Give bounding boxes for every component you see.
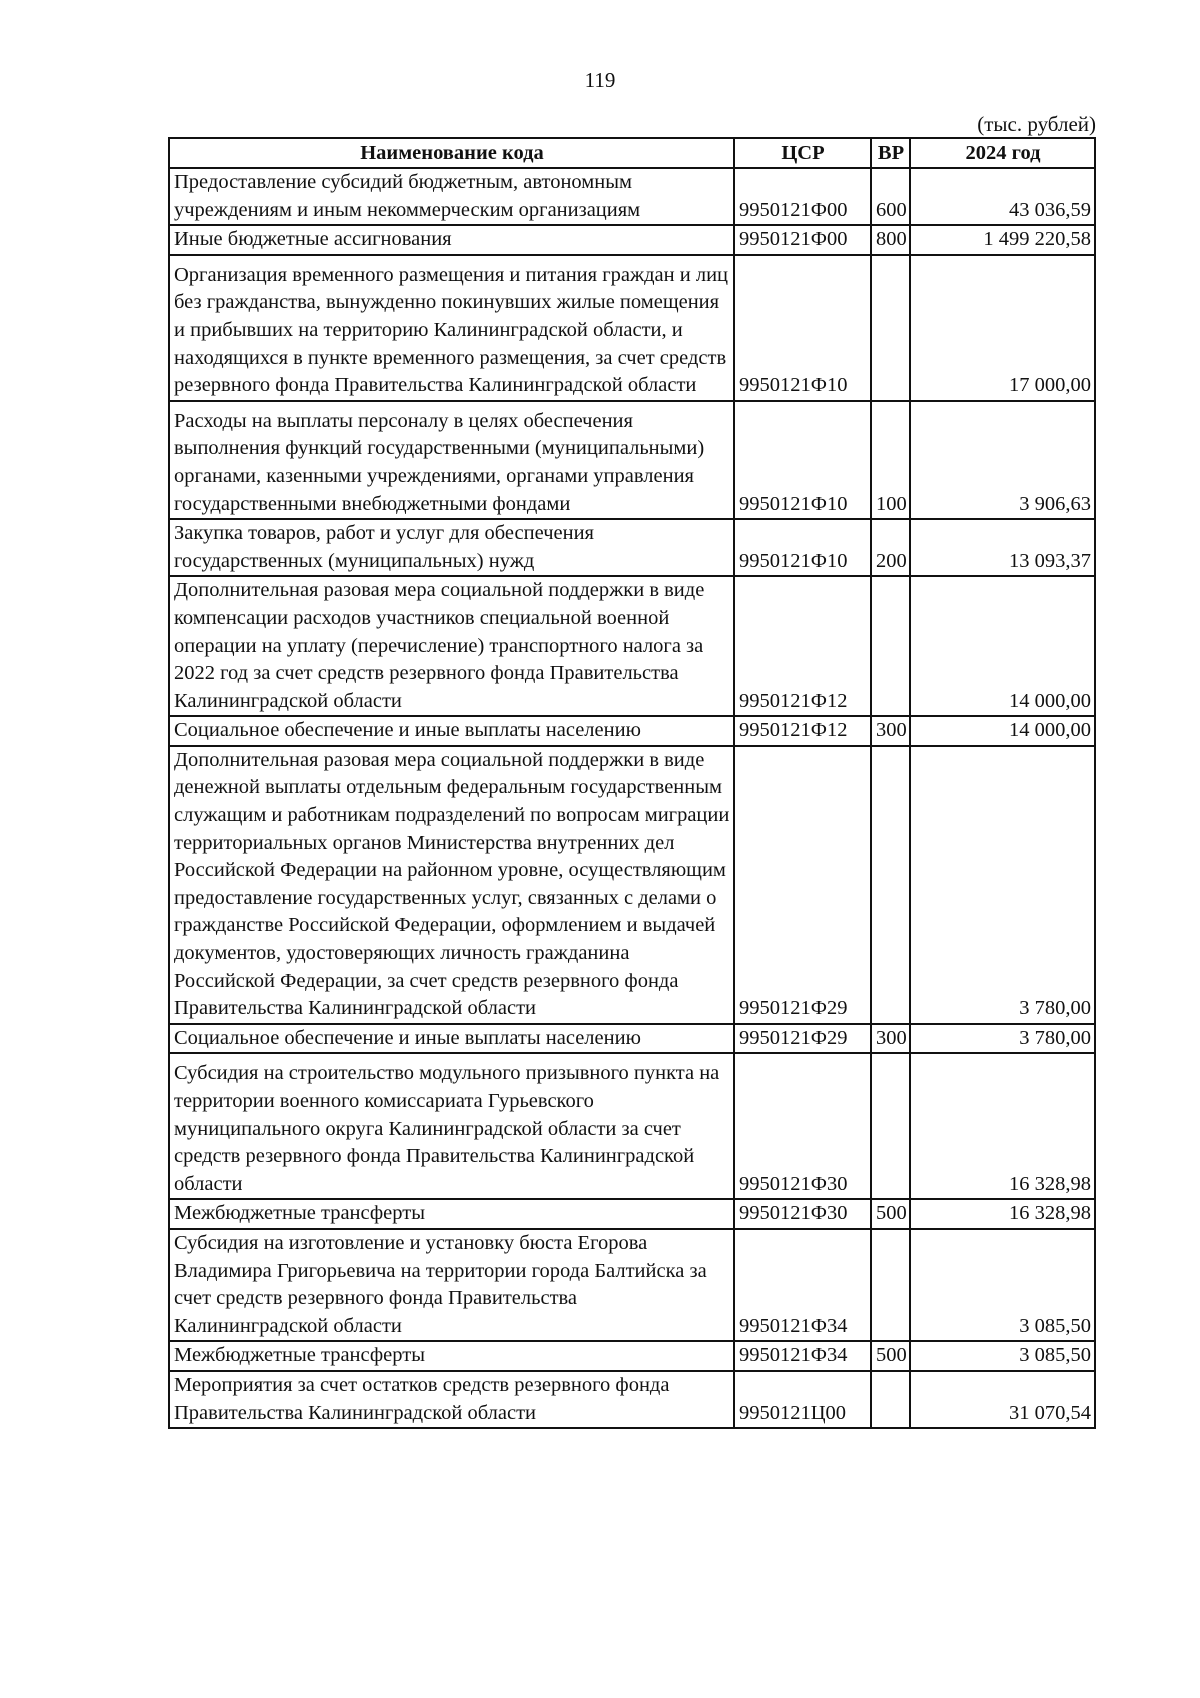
cell-name: Межбюджетные трансферты — [169, 1199, 734, 1229]
cell-vr: 500 — [871, 1199, 910, 1229]
cell-csr: 9950121Ф29 — [734, 1024, 871, 1054]
cell-sum: 3 085,50 — [910, 1229, 1095, 1341]
cell-vr — [871, 1053, 910, 1199]
cell-sum: 3 085,50 — [910, 1341, 1095, 1371]
cell-csr: 9950121Ф00 — [734, 225, 871, 255]
table-row — [169, 1341, 1095, 1371]
cell-vr — [871, 576, 910, 716]
cell-csr: 9950121Ц00 — [734, 1371, 871, 1428]
cell-vr: 800 — [871, 225, 910, 255]
cell-sum: 16 328,98 — [910, 1053, 1095, 1199]
cell-sum: 31 070,54 — [910, 1371, 1095, 1428]
cell-csr: 9950121Ф10 — [734, 519, 871, 576]
cell-name: Предоставление субсидий бюджетным, автономным учреждениям и иным некоммерческим организациям — [169, 168, 734, 225]
cell-sum: 13 093,37 — [910, 519, 1095, 576]
cell-name: Социальное обеспечение и иные выплаты населению — [169, 716, 734, 746]
header-row — [169, 138, 1095, 168]
table-row — [169, 168, 1095, 225]
cell-sum: 1 499 220,58 — [910, 225, 1095, 255]
table-row — [169, 255, 1095, 401]
cell-vr — [871, 255, 910, 401]
cell-csr: 9950121Ф30 — [734, 1199, 871, 1229]
header-csr: ЦСР — [734, 138, 871, 168]
table-row — [169, 1229, 1095, 1341]
table-row — [169, 1199, 1095, 1229]
cell-sum: 3 780,00 — [910, 746, 1095, 1024]
table-row — [169, 1371, 1095, 1428]
header-vr: ВР — [871, 138, 910, 168]
cell-name: Организация временного размещения и питания граждан и лиц без гражданства, вынужденно покинувших жилые помещения и прибывших на территорию Калининградской области, и находящихся в пункте временного размещения, за счет средств резервного фонда Правительства Калининградской области — [169, 255, 734, 401]
table-row — [169, 746, 1095, 1024]
cell-name: Дополнительная разовая мера социальной поддержки в виде компенсации расходов участников специальной военной операции на уплату (перечисление) транспортного налога за 2022 год за счет средств резервного фонда Правительства Калининградской области — [169, 576, 734, 716]
cell-csr: 9950121Ф30 — [734, 1053, 871, 1199]
cell-name: Закупка товаров, работ и услуг для обеспечения государственных (муниципальных) нужд — [169, 519, 734, 576]
cell-sum: 14 000,00 — [910, 716, 1095, 746]
cell-vr: 300 — [871, 1024, 910, 1054]
cell-name: Дополнительная разовая мера социальной поддержки в виде денежной выплаты отдельным федеральным государственным служащим и работникам подразделений по вопросам миграции территориальных органов Министерства внутренних дел Российской Федерации на районном уровне, осуществляющим предоставление государственных услуг, связанных с делами о гражданстве Российской Федерации, оформлением и выдачей документов, удостоверяющих личность гражданина Российской Федерации, за счет средств резервного фонда Правительства Калининградской области — [169, 746, 734, 1024]
cell-csr: 9950121Ф10 — [734, 401, 871, 519]
cell-name: Социальное обеспечение и иные выплаты населению — [169, 1024, 734, 1054]
cell-vr — [871, 746, 910, 1024]
cell-vr — [871, 1371, 910, 1428]
cell-name: Субсидия на строительство модульного призывного пункта на территории военного комиссариата Гурьевского муниципального округа Калининградской области за счет средств резервного фонда Правительства Калининградской области — [169, 1053, 734, 1199]
table-row — [169, 576, 1095, 716]
cell-vr — [871, 1229, 910, 1341]
cell-sum: 3 906,63 — [910, 401, 1095, 519]
cell-vr: 100 — [871, 401, 910, 519]
header-year: 2024 год — [910, 138, 1095, 168]
cell-name: Мероприятия за счет остатков средств резервного фонда Правительства Калининградской области — [169, 1371, 734, 1428]
cell-csr: 9950121Ф12 — [734, 716, 871, 746]
cell-vr: 600 — [871, 168, 910, 225]
header-name: Наименование кода — [169, 138, 734, 168]
cell-sum: 16 328,98 — [910, 1199, 1095, 1229]
cell-csr: 9950121Ф00 — [734, 168, 871, 225]
table-row — [169, 519, 1095, 576]
budget-table — [168, 137, 1096, 1429]
table-row — [169, 716, 1095, 746]
cell-sum: 17 000,00 — [910, 255, 1095, 401]
cell-csr: 9950121Ф29 — [734, 746, 871, 1024]
cell-csr: 9950121Ф10 — [734, 255, 871, 401]
cell-sum: 14 000,00 — [910, 576, 1095, 716]
cell-vr: 300 — [871, 716, 910, 746]
cell-csr: 9950121Ф34 — [734, 1229, 871, 1341]
cell-name: Иные бюджетные ассигнования — [169, 225, 734, 255]
units-label: (тыс. рублей) — [977, 112, 1096, 136]
table-row — [169, 401, 1095, 519]
table-row — [169, 1024, 1095, 1054]
page-number: 119 — [584, 68, 616, 92]
cell-name: Межбюджетные трансферты — [169, 1341, 734, 1371]
table-row — [169, 225, 1095, 255]
cell-sum: 43 036,59 — [910, 168, 1095, 225]
cell-csr: 9950121Ф12 — [734, 576, 871, 716]
cell-vr: 200 — [871, 519, 910, 576]
cell-sum: 3 780,00 — [910, 1024, 1095, 1054]
cell-vr: 500 — [871, 1341, 910, 1371]
cell-name: Расходы на выплаты персоналу в целях обеспечения выполнения функций государственными (муниципальными) органами, казенными учреждениями, органами управления государственными внебюджетными фондами — [169, 401, 734, 519]
cell-csr: 9950121Ф34 — [734, 1341, 871, 1371]
cell-name: Субсидия на изготовление и установку бюста Егорова Владимира Григорьевича на территории города Балтийска за счет средств резервного фонда Правительства Калининградской области — [169, 1229, 734, 1341]
table-row — [169, 1053, 1095, 1199]
